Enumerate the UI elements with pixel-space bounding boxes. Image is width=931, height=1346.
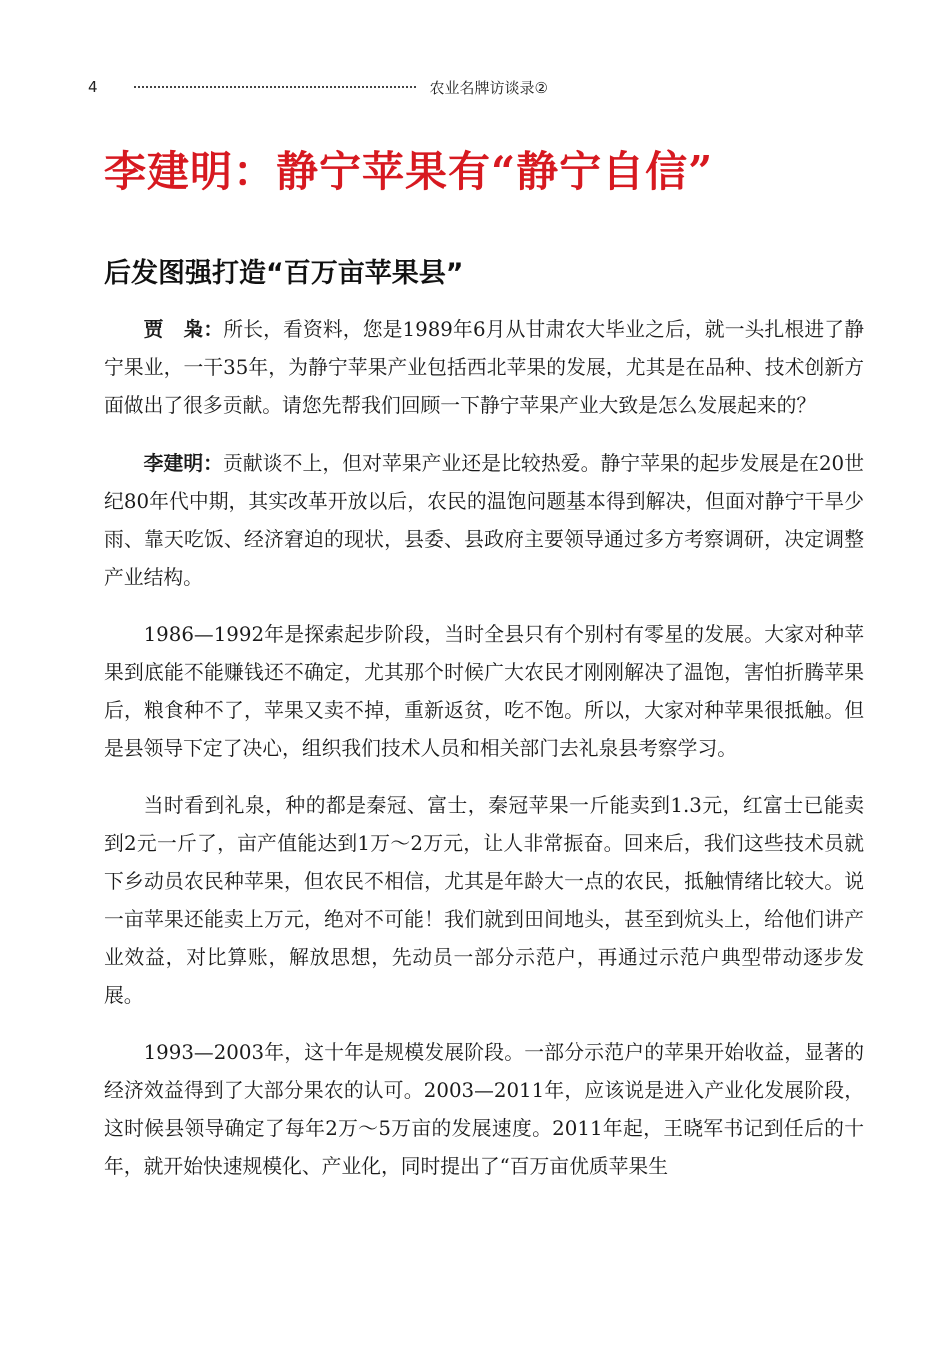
running-title: 农业名牌访谈录② [429, 78, 548, 97]
article-body [104, 310, 864, 1205]
paragraph [104, 787, 864, 1015]
running-header [88, 74, 548, 100]
paragraph [104, 444, 864, 597]
section-heading: 后发图强打造“百万亩苹果县” [104, 258, 464, 289]
speaker-name: 李建明： [143, 451, 224, 475]
page-number: 4 [88, 78, 98, 96]
speaker-name: 贾 枭： [143, 317, 224, 341]
paragraph [104, 310, 864, 425]
paragraph [104, 616, 864, 768]
paragraph-text: 1986—1992年是探索起步阶段，当时全县只有个别村有零星的发展。大家对种苹果到底能不能赚钱还不确定，尤其那个时候广大农民才刚刚解决了温饱，害怕折腾苹果后，粮食种不了，苹果又卖不掉，重新返贫，吃不饱。所以，大家对种苹果很抵触。但是县领导下定了决心，组织我们技术人员和相关部门去礼泉县考察学习。 [104, 623, 864, 760]
paragraph-text: 贡献谈不上，但对苹果产业还是比较热爱。静宁苹果的起步发展是在20世纪80年代中期，其实改革开放以后，农民的温饱问题基本得到解决，但面对静宁干旱少雨、靠天吃饭、经济窘迫的现状，县委、县政府主要领导通过多方考察调研，决定调整产业结构。 [104, 452, 864, 589]
paragraph-text: 当时看到礼泉，种的都是秦冠、富士，秦冠苹果一斤能卖到1.3元，红富士已能卖到2元一斤了，亩产值能达到1万～2万元，让人非常振奋。回来后，我们这些技术员就下乡动员农民种苹果，但农民不相信，尤其是年龄大一点的农民，抵触情绪比较大。说一亩苹果还能卖上万元，绝对不可能！我们就到田间地头，甚至到炕头上，给他们讲产业效益，对比算账，解放思想，先动员一部分示范户，再通过示范户典型带动逐步发展。 [104, 794, 864, 1007]
paragraph-text: 1993—2003年，这十年是规模发展阶段。一部分示范户的苹果开始收益，显著的经济效益得到了大部分果农的认可。2003—2011年，应该说是进入产业化发展阶段，这时候县领导确定了每年2万～5万亩的发展速度。2011年起，王晓军书记到任后的十年，就开始快速规模化、产业化，同时提出了“百万亩优质苹果生 [104, 1041, 864, 1178]
paragraph-text: 所长，看资料，您是1989年6月从甘肃农大毕业之后，就一头扎根进了静宁果业，一干35年，为静宁苹果产业包括西北苹果的发展，尤其是在品种、技术创新方面做出了很多贡献。请您先帮我们回顾一下静宁苹果产业大致是怎么发展起来的？ [104, 318, 864, 417]
header-dotted-leader [134, 86, 416, 88]
paragraph [104, 1034, 864, 1186]
article-title: 李建明：静宁苹果有“静宁自信” [104, 147, 714, 196]
